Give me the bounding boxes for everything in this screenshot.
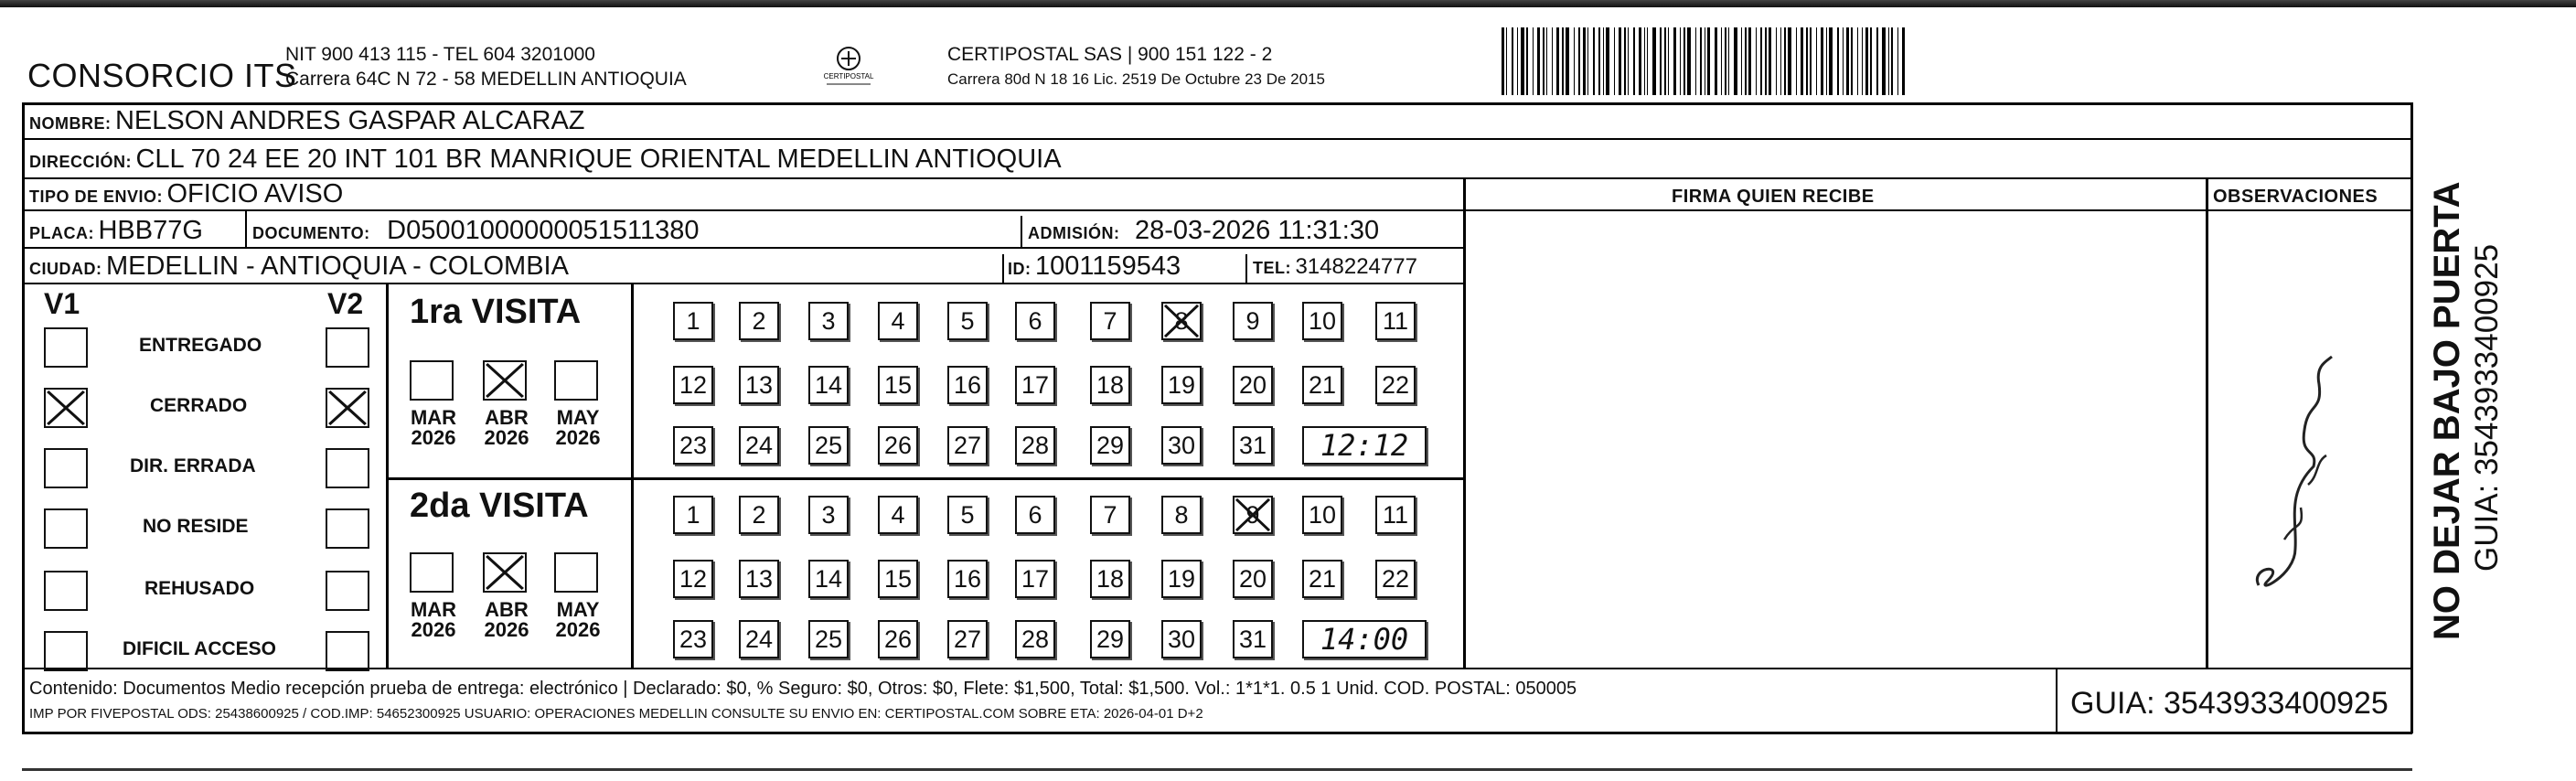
- barcode-bar: [1810, 27, 1812, 95]
- month-year: 2026: [555, 618, 601, 641]
- barcode-bar: [1843, 27, 1844, 95]
- barcode-bar: [1552, 27, 1553, 95]
- visit2-day-12[interactable]: [673, 560, 713, 598]
- barcode-bar: [1598, 27, 1600, 95]
- barcode-bar: [1806, 27, 1808, 95]
- day-number: 29: [1096, 431, 1125, 459]
- frame-bottom: [22, 732, 2412, 734]
- barcode-bar: [1897, 27, 1898, 95]
- city: MEDELLIN - ANTIOQUIA - COLOMBIA: [105, 251, 569, 281]
- day-number: 10: [1308, 306, 1337, 335]
- barcode-bar: [1543, 27, 1545, 95]
- visit1-day-4[interactable]: [878, 302, 918, 340]
- check-mark: [1163, 304, 1200, 338]
- day-number: 13: [744, 370, 774, 399]
- day-number: 21: [1308, 564, 1337, 593]
- barcode-bar: [1647, 27, 1648, 95]
- day-number: 18: [1096, 370, 1125, 399]
- month-name: MAR: [410, 598, 457, 621]
- visit2-day-6[interactable]: [1015, 496, 1055, 534]
- check-mark: [327, 390, 368, 426]
- barcode-bar: [1851, 27, 1853, 95]
- barcode-bar: [1517, 27, 1518, 95]
- visit1-day-1[interactable]: [673, 302, 713, 340]
- month-label: [550, 408, 605, 448]
- v2-checkbox-entregado[interactable]: [326, 327, 369, 368]
- barcode-bar: [1870, 27, 1872, 95]
- barcode-bar: [1619, 27, 1621, 95]
- logo-text: CERTIPOSTAL: [823, 72, 874, 80]
- status-label: ENTREGADO: [139, 335, 262, 356]
- visit2-day-8[interactable]: [1161, 496, 1202, 534]
- day-number: 28: [1021, 625, 1050, 653]
- visit1-day-22[interactable]: [1375, 366, 1416, 404]
- visit2-day-23[interactable]: [673, 620, 713, 658]
- day-number: 23: [679, 431, 708, 459]
- check-mark: [485, 362, 525, 399]
- nombre-row: NOMBRE: NELSON ANDRES GASPAR ALCARAZ: [29, 106, 585, 135]
- visit2-day-31[interactable]: [1233, 620, 1273, 658]
- day-number: 7: [1103, 500, 1117, 529]
- visit1-month-checkbox-mar[interactable]: [410, 360, 454, 401]
- day-number: 31: [1238, 625, 1267, 653]
- day-number: 17: [1021, 564, 1050, 593]
- barcode-bar: [1593, 27, 1595, 95]
- visit2-title: 2da VISITA: [410, 487, 589, 525]
- visit1-day-19[interactable]: [1161, 366, 1202, 404]
- barcode-bar: [1707, 27, 1710, 95]
- visit1-day-25[interactable]: [808, 426, 849, 465]
- recipient-phone: 3148224777: [1295, 254, 1417, 279]
- v1-checkbox-entregado[interactable]: [44, 327, 88, 368]
- v1-checkbox-dificil-acceso[interactable]: [44, 631, 88, 671]
- shipment-barcode: [1502, 27, 2206, 95]
- visit1-day-23[interactable]: [673, 426, 713, 465]
- barcode-bar: [1801, 27, 1803, 95]
- month-name: ABR: [485, 598, 529, 621]
- bottom-rule: [22, 768, 2412, 771]
- barcode-bar: [1846, 27, 1849, 95]
- visit2-day-25[interactable]: [808, 620, 849, 658]
- barcode-bar: [1865, 27, 1868, 95]
- barcode-bar: [1784, 27, 1786, 95]
- month-label: [479, 408, 534, 448]
- visit2-day-19[interactable]: [1161, 560, 1202, 598]
- visit2-day-29[interactable]: [1090, 620, 1130, 658]
- day-number: 18: [1096, 564, 1125, 593]
- status-label: CERRADO: [150, 395, 248, 416]
- visit2-day-16[interactable]: [947, 560, 988, 598]
- v1-checkbox-dir-errada[interactable]: [44, 448, 88, 488]
- visit1-day-11[interactable]: [1375, 302, 1416, 340]
- visit1-day-15[interactable]: [878, 366, 918, 404]
- barcode-bar: [1721, 27, 1722, 95]
- month-label: [406, 408, 461, 448]
- observations-header: OBSERVACIONES: [2213, 187, 2378, 207]
- barcode-bar: [1788, 27, 1791, 95]
- barcode-bar: [1556, 27, 1559, 95]
- day-number: 28: [1021, 431, 1050, 459]
- day-number: 11: [1382, 306, 1409, 335]
- day-number: 1: [686, 306, 700, 335]
- day-number: 31: [1238, 431, 1267, 459]
- barcode-bar: [1546, 27, 1547, 95]
- check-mark: [485, 554, 525, 591]
- barcode-bar: [1628, 27, 1629, 95]
- visit2-day-24[interactable]: [739, 620, 779, 658]
- document-number: D05001000000051511380: [387, 216, 700, 245]
- visit1-day-13[interactable]: [739, 366, 779, 404]
- barcode-bar: [1683, 27, 1685, 95]
- top-edge: [0, 0, 2576, 7]
- status-label: NO RESIDE: [143, 516, 249, 537]
- check-mark: [46, 390, 86, 426]
- day-number: 20: [1238, 564, 1267, 593]
- day-number: 11: [1382, 500, 1409, 529]
- month-year: 2026: [411, 426, 456, 449]
- barcode-bar: [1780, 27, 1781, 95]
- barcode-bar: [1826, 27, 1827, 95]
- visit2-day-3[interactable]: [808, 496, 849, 534]
- barcode-bar: [1748, 27, 1751, 95]
- visit1-day-24[interactable]: [739, 426, 779, 465]
- placa-row: PLACA: HBB77G: [29, 216, 203, 245]
- id-row: ID: 1001159543: [1008, 251, 1181, 281]
- visit1-month-checkbox-abr[interactable]: [483, 360, 527, 401]
- barcode-bar: [1728, 27, 1729, 95]
- day-number: 2: [752, 500, 766, 529]
- month-year: 2026: [484, 618, 529, 641]
- visit1-day-2[interactable]: [739, 302, 779, 340]
- barcode-bar: [1829, 27, 1833, 95]
- visit1-day-27[interactable]: [947, 426, 988, 465]
- side-warning: NO DEJAR BAJO PUERTA: [2427, 181, 2467, 640]
- visit2-day-21[interactable]: [1302, 560, 1342, 598]
- visit1-day-14[interactable]: [808, 366, 849, 404]
- day-number: 26: [883, 625, 913, 653]
- visit1-day-31[interactable]: [1233, 426, 1273, 465]
- frame-right: [2410, 102, 2413, 733]
- day-number: 9: [1245, 500, 1260, 529]
- barcode-bar: [1888, 27, 1889, 95]
- barcode-bar: [1566, 27, 1569, 95]
- visit2-day-4[interactable]: [878, 496, 918, 534]
- barcode-bar: [1862, 27, 1863, 95]
- barcode-bar: [1837, 27, 1839, 95]
- status-label: DIR. ERRADA: [130, 455, 256, 476]
- v2-checkbox-rehusado[interactable]: [326, 571, 369, 611]
- visit2-day-11[interactable]: [1375, 496, 1416, 534]
- barcode-bar: [1891, 27, 1893, 95]
- day-number: 10: [1308, 500, 1337, 529]
- month-year: 2026: [484, 426, 529, 449]
- visit1-day-16[interactable]: [947, 366, 988, 404]
- day-number: 27: [953, 625, 982, 653]
- month-name: MAY: [556, 406, 600, 429]
- frame-top: [22, 102, 2412, 105]
- visit1-day-10[interactable]: [1302, 302, 1342, 340]
- barcode-bar: [1624, 27, 1626, 95]
- day-number: 14: [814, 564, 843, 593]
- visit1-day-3[interactable]: [808, 302, 849, 340]
- month-name: ABR: [485, 406, 529, 429]
- nit-line: NIT 900 413 115 - TEL 604 3201000: [285, 44, 595, 65]
- month-year: 2026: [555, 426, 601, 449]
- barcode-bar: [1876, 27, 1878, 95]
- visit2-day-26[interactable]: [878, 620, 918, 658]
- day-number: 8: [1174, 306, 1189, 335]
- day-number: 27: [953, 431, 982, 459]
- barcode-bar: [1614, 27, 1615, 95]
- barcode-bar: [1687, 27, 1691, 95]
- barcode-bar: [1664, 27, 1666, 95]
- barcode-bar: [1776, 27, 1777, 95]
- barcode-bar: [1506, 27, 1507, 95]
- visit2-month-checkbox-abr[interactable]: [483, 552, 527, 593]
- footer-guia: GUIA: 3543933400925: [2070, 686, 2389, 721]
- barcode-bar: [1606, 27, 1609, 95]
- visit2-day-15[interactable]: [878, 560, 918, 598]
- barcode-bar: [1562, 27, 1564, 95]
- tipo-row: TIPO DE ENVIO: OFICIO AVISO: [29, 179, 344, 209]
- day-number: 22: [1381, 564, 1410, 593]
- barcode-bar: [1639, 27, 1641, 95]
- barcode-bar: [1660, 27, 1662, 95]
- barcode-bar: [1765, 27, 1767, 95]
- barcode-bar: [1857, 27, 1858, 95]
- day-number: 16: [953, 564, 982, 593]
- month-label: [406, 600, 461, 640]
- visit1-day-26[interactable]: [878, 426, 918, 465]
- barcode-bar: [1574, 27, 1575, 95]
- barcode-bar: [1502, 27, 1504, 95]
- visit2-day-14[interactable]: [808, 560, 849, 598]
- visit1-day-12[interactable]: [673, 366, 713, 404]
- admission-date: 28-03-2026 11:31:30: [1134, 216, 1380, 245]
- visit2-day-30[interactable]: [1161, 620, 1202, 658]
- day-number: 25: [814, 625, 843, 653]
- barcode-bar: [1578, 27, 1580, 95]
- day-number: 23: [679, 625, 708, 653]
- day-number: 13: [744, 564, 774, 593]
- tel-row: TEL: 3148224777: [1253, 254, 1417, 279]
- barcode-bar: [1715, 27, 1717, 95]
- visit1-month-checkbox-may[interactable]: [554, 360, 598, 401]
- visit2-day-13[interactable]: [739, 560, 779, 598]
- v2-header: V2: [327, 287, 364, 320]
- recipient-address: CLL 70 24 EE 20 INT 101 BR MANRIQUE ORIENTAL MEDELLIN ANTIOQUIA: [135, 144, 1062, 174]
- barcode-bar: [1633, 27, 1635, 95]
- status-label: DIFICIL ACCESO: [123, 638, 277, 659]
- day-number: 15: [883, 564, 913, 593]
- barcode-bar: [1741, 27, 1742, 95]
- day-number: 16: [953, 370, 982, 399]
- plate: HBB77G: [98, 216, 203, 245]
- day-number: 25: [814, 431, 843, 459]
- visit1-day-7[interactable]: [1090, 302, 1130, 340]
- day-number: 21: [1308, 370, 1337, 399]
- visit2-day-7[interactable]: [1090, 496, 1130, 534]
- time-value: 14:00: [1320, 622, 1409, 657]
- day-number: 1: [686, 500, 700, 529]
- carrier-line: CERTIPOSTAL SAS | 900 151 122 - 2: [947, 44, 1273, 65]
- barcode-bar: [1760, 27, 1762, 95]
- documento-row: DOCUMENTO: D05001000000051511380: [252, 216, 700, 245]
- handwritten-signature: [2231, 348, 2350, 604]
- v2-checkbox-no-reside[interactable]: [326, 508, 369, 549]
- barcode-bar: [1756, 27, 1757, 95]
- visit1-day-8[interactable]: [1161, 302, 1202, 340]
- day-number: 19: [1167, 564, 1196, 593]
- day-number: 22: [1381, 370, 1410, 399]
- visit2-day-10[interactable]: [1302, 496, 1342, 534]
- visit2-day-22[interactable]: [1375, 560, 1416, 598]
- day-number: 8: [1174, 500, 1189, 529]
- visit1-title: 1ra VISITA: [410, 293, 582, 331]
- visit1-day-28[interactable]: [1015, 426, 1055, 465]
- visit1-day-18[interactable]: [1090, 366, 1130, 404]
- visit2-day-20[interactable]: [1233, 560, 1273, 598]
- day-number: 30: [1167, 431, 1196, 459]
- barcode-bar: [1521, 27, 1524, 95]
- day-number: 17: [1021, 370, 1050, 399]
- day-number: 9: [1245, 306, 1260, 335]
- visit1-day-30[interactable]: [1161, 426, 1202, 465]
- day-number: 12: [679, 370, 708, 399]
- barcode-bar: [1533, 27, 1534, 95]
- visit1-day-17[interactable]: [1015, 366, 1055, 404]
- v1-header: V1: [44, 287, 80, 320]
- ciudad-row: CIUDAD: MEDELLIN - ANTIOQUIA - COLOMBIA: [29, 251, 569, 281]
- day-number: 29: [1096, 625, 1125, 653]
- barcode-bar: [1587, 27, 1588, 95]
- month-year: 2026: [411, 618, 456, 641]
- v1-checkbox-cerrado[interactable]: [44, 388, 88, 428]
- barcode-bar: [1745, 27, 1747, 95]
- visit2-month-checkbox-mar[interactable]: [410, 552, 454, 593]
- day-number: 4: [891, 500, 905, 529]
- barcode-bar: [1882, 27, 1886, 95]
- visit1-day-20[interactable]: [1233, 366, 1273, 404]
- barcode-bar: [1644, 27, 1645, 95]
- barcode-bar: [1680, 27, 1681, 95]
- barcode-bar: [1725, 27, 1726, 95]
- barcode-bar: [1652, 27, 1656, 95]
- barcode-bar: [1796, 27, 1797, 95]
- barcode-bar: [1700, 27, 1702, 95]
- sender-address: Carrera 64C N 72 - 58 MEDELLIN ANTIOQUIA: [285, 69, 687, 90]
- day-number: 26: [883, 431, 913, 459]
- shipment-type: OFICIO AVISO: [166, 179, 344, 209]
- v2-checkbox-cerrado[interactable]: [326, 388, 369, 428]
- visit1-day-29[interactable]: [1090, 426, 1130, 465]
- month-name: MAR: [410, 406, 457, 429]
- day-number: 12: [679, 564, 708, 593]
- carrier-address: Carrera 80d N 18 16 Lic. 2519 De Octubre 23 De 2015: [947, 70, 1325, 88]
- visit2-day-2[interactable]: [739, 496, 779, 534]
- recipient-id: 1001159543: [1034, 251, 1181, 281]
- imp-line: IMP POR FIVEPOSTAL ODS: 25438600925 / COD.IMP: 54652300925 USUARIO: OPERACIONES MEDELLIN CONSULTE SU ENVIO EN: CERTIPOSTAL.COM SOBRE ETA: 2026-04-01 D+2: [29, 706, 1203, 722]
- day-number: 15: [883, 370, 913, 399]
- visit2-day-9[interactable]: [1233, 496, 1273, 534]
- barcode-bar: [1512, 27, 1513, 95]
- visit1-day-5[interactable]: [947, 302, 988, 340]
- month-label: [479, 600, 534, 640]
- day-number: 19: [1167, 370, 1196, 399]
- frame-left: [22, 102, 25, 733]
- barcode-bar: [1695, 27, 1696, 95]
- v2-checkbox-dir-errada[interactable]: [326, 448, 369, 488]
- admision-row: ADMISIÓN: 28-03-2026 11:31:30: [1028, 216, 1380, 245]
- direccion-row: DIRECCIÓN: CLL 70 24 EE 20 INT 101 BR MANRIQUE ORIENTAL MEDELLIN ANTIOQUIA: [29, 144, 1062, 174]
- v2-checkbox-dificil-acceso[interactable]: [326, 631, 369, 671]
- barcode-bar: [1816, 27, 1817, 95]
- visit1-day-6[interactable]: [1015, 302, 1055, 340]
- time-value: 12:12: [1320, 428, 1409, 463]
- barcode-bar: [1603, 27, 1604, 95]
- day-number: 24: [744, 431, 774, 459]
- day-number: 7: [1103, 306, 1117, 335]
- visit2-time-handwritten[interactable]: [1302, 620, 1427, 658]
- day-number: 24: [744, 625, 774, 653]
- visit2-day-5[interactable]: [947, 496, 988, 534]
- day-number: 20: [1238, 370, 1267, 399]
- day-number: 6: [1028, 500, 1042, 529]
- visit2-day-28[interactable]: [1015, 620, 1055, 658]
- v1-checkbox-rehusado[interactable]: [44, 571, 88, 611]
- day-number: 3: [821, 306, 836, 335]
- visit2-day-1[interactable]: [673, 496, 713, 534]
- day-number: 2: [752, 306, 766, 335]
- barcode-bar: [1583, 27, 1586, 95]
- barcode-bar: [1537, 27, 1540, 95]
- month-label: [550, 600, 605, 640]
- barcode-bar: [1821, 27, 1823, 95]
- status-label: REHUSADO: [144, 578, 255, 599]
- visit2-day-17[interactable]: [1015, 560, 1055, 598]
- check-mark: [1235, 497, 1271, 532]
- barcode-bar: [1526, 27, 1528, 95]
- day-number: 6: [1028, 306, 1042, 335]
- brand-name: CONSORCIO ITS: [27, 57, 297, 94]
- visit2-day-18[interactable]: [1090, 560, 1130, 598]
- day-number: 5: [960, 500, 975, 529]
- day-number: 14: [814, 370, 843, 399]
- barcode-bar: [1902, 27, 1905, 95]
- barcode-bar: [1673, 27, 1676, 95]
- v1-checkbox-no-reside[interactable]: [44, 508, 88, 549]
- visit1-day-9[interactable]: [1233, 302, 1273, 340]
- side-guia: GUIA: 3543933400925: [2469, 243, 2505, 572]
- month-name: MAY: [556, 598, 600, 621]
- visit2-day-27[interactable]: [947, 620, 988, 658]
- visit1-time-handwritten[interactable]: [1302, 426, 1427, 465]
- signature-header: FIRMA QUIEN RECIBE: [1672, 187, 1875, 207]
- visit1-day-21[interactable]: [1302, 366, 1342, 404]
- barcode-bar: [1668, 27, 1669, 95]
- day-number: 5: [960, 306, 975, 335]
- day-number: 3: [821, 500, 836, 529]
- certipostal-logo: [821, 46, 876, 88]
- barcode-bar: [1734, 27, 1737, 95]
- visit2-month-checkbox-may[interactable]: [554, 552, 598, 593]
- day-number: 30: [1167, 625, 1196, 653]
- content-line: Contenido: Documentos Medio recepción prueba de entrega: electrónico | Declarado: $0, % Seguro: $0, Otros: $0, Flete: $1,500, Total: $1,500. Vol.: 1*1*1. 0.5 1 Unid. COD. POSTAL: 050005: [29, 679, 1577, 699]
- recipient-name: NELSON ANDRES GASPAR ALCARAZ: [114, 106, 585, 135]
- barcode-bar: [1769, 27, 1771, 95]
- day-number: 4: [891, 306, 905, 335]
